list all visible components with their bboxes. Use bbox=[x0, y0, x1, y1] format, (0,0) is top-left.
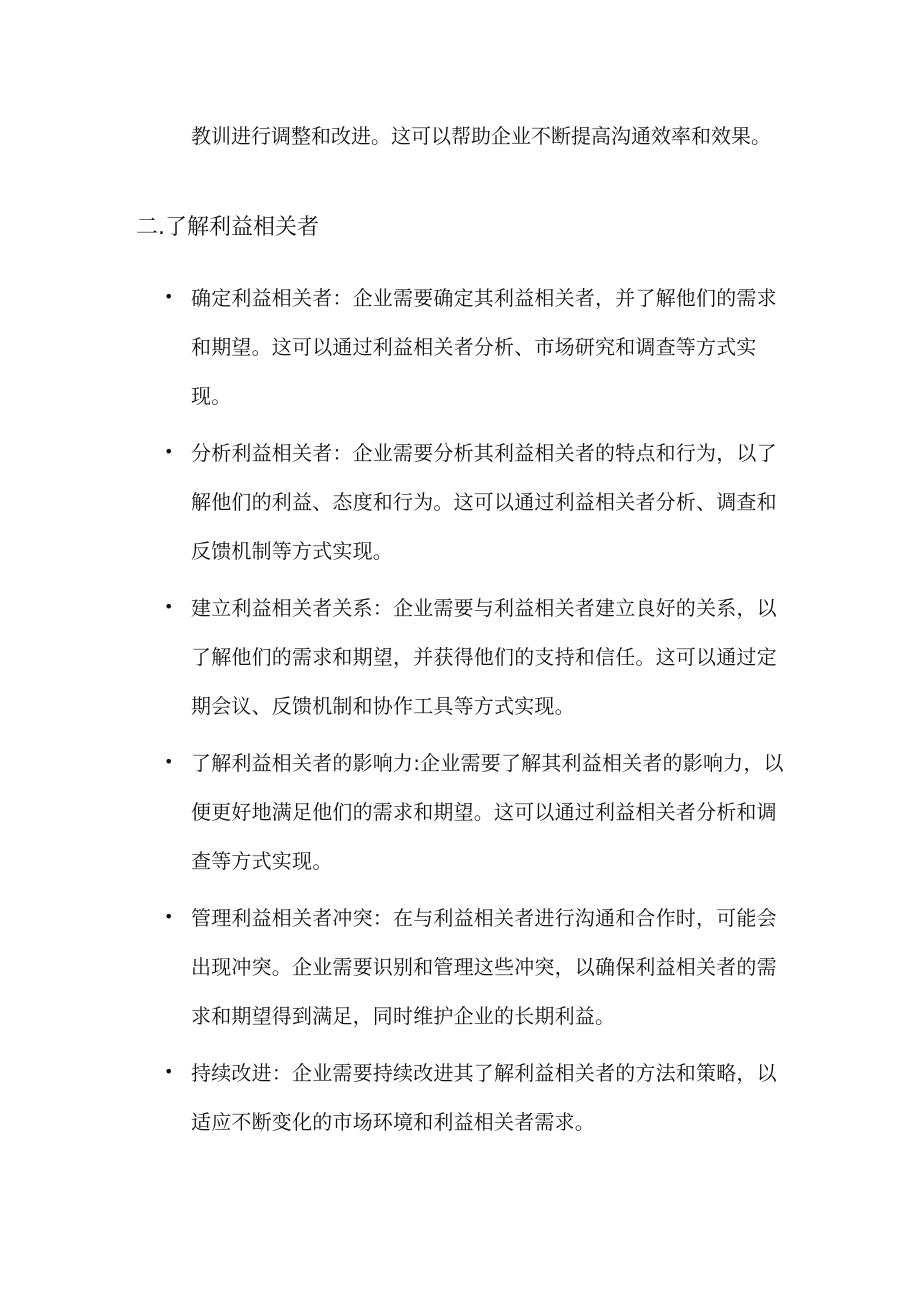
bullet-icon: • bbox=[164, 907, 174, 926]
list-item bbox=[0, 894, 920, 1041]
list-item-text: 了解利益相关者的影响力:企业需要了解其利益相关者的影响力，以便更好地满足他们的需求和期望。这可以通过利益相关者分析和调查等方式实现。 bbox=[191, 751, 784, 873]
continuation-paragraph: 教训进行调整和改进。这可以帮助企业不断提高沟通效率和效果。 bbox=[191, 124, 771, 148]
list-item bbox=[0, 1049, 920, 1147]
bullet-icon: • bbox=[164, 287, 174, 306]
list-item-text: 建立利益相关者关系：企业需要与利益相关者建立良好的关系，以了解他们的需求和期望，并获得他们的支持和信任。这可以通过定期会议、反馈机制和协作工具等方式实现。 bbox=[191, 596, 777, 718]
bullet-icon: • bbox=[164, 752, 174, 771]
list-item bbox=[0, 584, 920, 731]
bullet-list bbox=[0, 274, 920, 1155]
bullet-icon: • bbox=[164, 597, 174, 616]
list-item-text: 持续改进：企业需要持续改进其了解利益相关者的方法和策略，以适应不断变化的市场环境和利益相关者需求。 bbox=[191, 1061, 777, 1134]
list-item-text: 分析利益相关者：企业需要分析其利益相关者的特点和行为，以了解他们的利益、态度和行为。这可以通过利益相关者分析、调查和反馈机制等方式实现。 bbox=[191, 441, 777, 563]
list-item bbox=[0, 429, 920, 576]
list-item bbox=[0, 739, 920, 886]
bullet-icon: • bbox=[164, 442, 174, 461]
bullet-icon: • bbox=[164, 1062, 174, 1081]
section-heading: 二.了解利益相关者 bbox=[136, 215, 319, 240]
list-item bbox=[0, 274, 920, 421]
list-item-text: 确定利益相关者：企业需要确定其利益相关者，并了解他们的需求和期望。这可以通过利益相关者分析、市场研究和调查等方式实现。 bbox=[191, 286, 777, 408]
list-item-text: 管理利益相关者冲突：在与利益相关者进行沟通和合作时，可能会出现冲突。企业需要识别和管理这些冲突，以确保利益相关者的需求和期望得到满足，同时维护企业的长期利益。 bbox=[191, 906, 777, 1028]
